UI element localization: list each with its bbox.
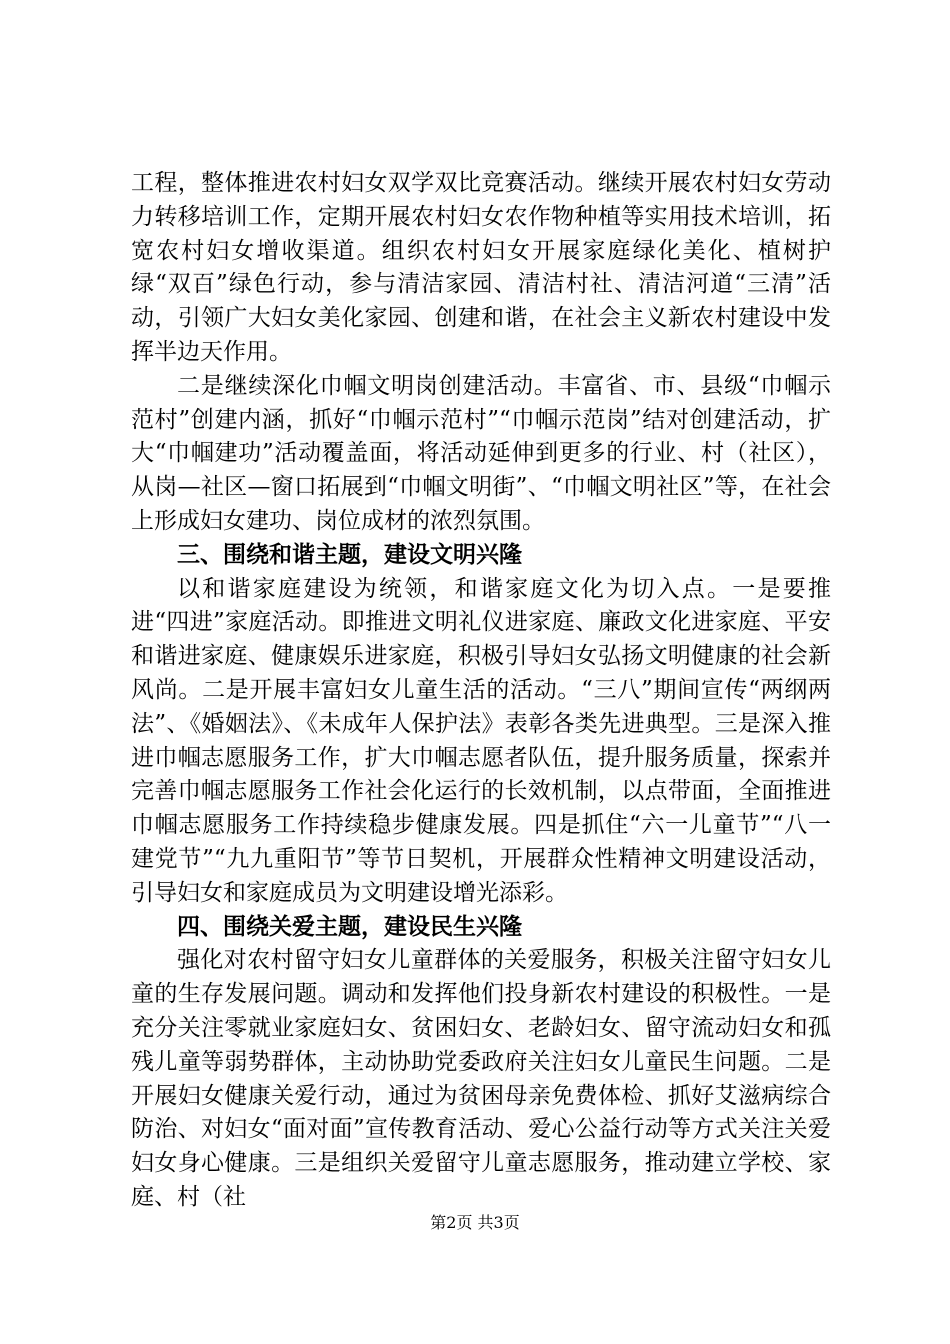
page-number-footer: 第2页 共3页 [430,1213,520,1232]
paragraph-harmonious-family: 以和谐家庭建设为统领，和谐家庭文化为切入点。一是要推进“四进”家庭活动。即推进文明礼仪进家庭、廉政文化进家庭、平安和谐进家庭、健康娱乐进家庭，积极引导妇女弘扬文明健康的社会新风尚。二是开展丰富妇女儿童生活的活动。“三八”期间宣传“两纲两法”、《婚姻法》、《未成年人保护法》表彰各类先进典型。三是深入推进巾帼志愿服务工作，扩大巾帼志愿者队伍，提升服务质量，探索并完善巾帼志愿服务工作社会化运行的长效机制，以点带面，全面推进巾帼志愿服务工作持续稳步健康发展。四是抓住“六一儿童节”“八一建党节”“九九重阳节”等节日契机，开展群众性精神文明建设活动，引导妇女和家庭成员为文明建设增光添彩。 [131,575,831,906]
paragraph-civilized-post: 二是继续深化巾帼文明岗创建活动。丰富省、市、县级“巾帼示范村”创建内涵，抓好“巾帼示范村”“巾帼示范岗”结对创建活动，扩大“巾帼建功”活动覆盖面，将活动延伸到更多的行业、村（社区），从岗—社区—窗口拓展到“巾帼文明街”、“巾帼文明社区”等，在社会上形成妇女建功、岗位成材的浓烈氛围。 [131,372,831,534]
document-body [131,167,831,1215]
paragraph-rural-women-work: 工程，整体推进农村妇女双学双比竞赛活动。继续开展农村妇女劳动力转移培训工作，定期开展农村妇女农作物种植等实用技术培训，拓宽农村妇女增收渠道。组织农村妇女开展家庭绿化美化、植树护绿“双百”绿色行动，参与清洁家园、清洁村社、清洁河道“三清”活动，引领广大妇女美化家园、创建和谐，在社会主义新农村建设中发挥半边天作用。 [131,170,831,365]
section-heading-harmony: 三、围绕和谐主题，建设文明兴隆 [177,541,522,568]
section-heading-care: 四、围绕关爱主题，建设民生兴隆 [177,913,522,940]
paragraph-left-behind-care: 强化对农村留守妇女儿童群体的关爱服务，积极关注留守妇女儿童的生存发展问题。调动和发挥他们投身新农村建设的积极性。一是充分关注零就业家庭妇女、贫困妇女、老龄妇女、留守流动妇女和孤残儿童等弱势群体，主动协助党委政府关注妇女儿童民生问题。二是开展妇女健康关爱行动，通过为贫困母亲免费体检、抓好艾滋病综合防治、对妇女“面对面”宣传教育活动、爱心公益行动等方式关注关爱妇女身心健康。三是组织关爱留守儿童志愿服务，推动建立学校、家庭、村（社 [131,947,831,1210]
